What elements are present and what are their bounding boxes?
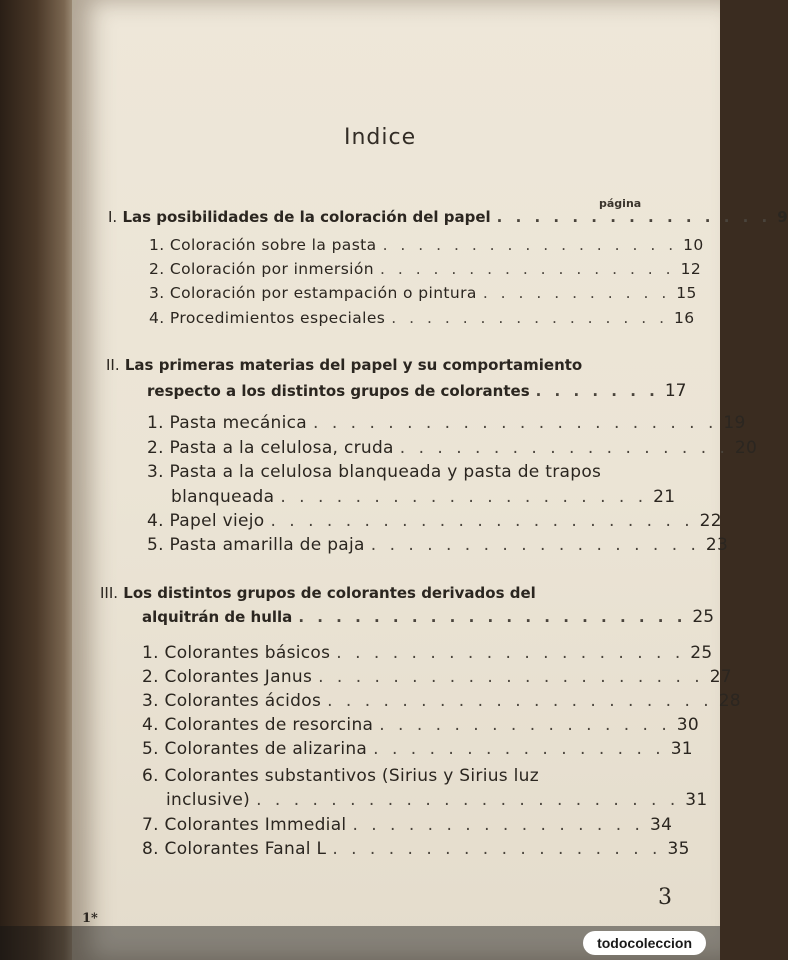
toc-entry: 2. Colorantes Janus . . . . . . . . . . . . . . . . . . . . . 27 (142, 667, 732, 687)
section-2-title: Las primeras materias del papel y su comportamiento (124, 356, 583, 374)
toc-entry-line1: 3. Pasta a la celulosa blanqueada y pasta de trapos (147, 462, 602, 482)
toc-entry: 3. Colorantes ácidos . . . . . . . . . . . . . . . . . . . . . 28 (142, 691, 741, 711)
book-page (72, 0, 788, 960)
toc-section-3-line2: alquitrán de hulla . . . . . . . . . . . . . . . . . . . . . 25 (142, 607, 715, 627)
toc-section-2-line1 (106, 356, 582, 374)
watermark-bar (0, 926, 720, 960)
toc-entry-line2: blanqueada . . . . . . . . . . . . . . . . . . . . 21 (171, 487, 676, 507)
toc-entry: 4. Colorantes de resorcina . . . . . . . . . . . . . . . . 30 (142, 715, 700, 735)
toc-entry: 5. Pasta amarilla de paja . . . . . . . . . . . . . . . . . . 23 (147, 535, 729, 555)
toc-entry: 2. Coloración por inmersión . . . . . . . . . . . . . . . . . 12 (149, 260, 702, 278)
toc-entry: 7. Colorantes Immedial . . . . . . . . . . . . . . . . 34 (142, 815, 673, 835)
toc-section-1: I. Las posibilidades de la coloración del papel . . . . . . . . . . . . . . . 9 (108, 208, 788, 226)
printer-signature-mark: 1* (82, 911, 98, 926)
toc-entry: 2. Pasta a la celulosa, cruda . . . . . . . . . . . . . . . . . . 20 (147, 438, 758, 458)
toc-entry-line1: 6. Colorantes substantivos (Sirius y Sirius luz (142, 766, 539, 786)
toc-entry: 1. Pasta mecánica . . . . . . . . . . . . . . . . . . . . . . 19 (147, 413, 746, 433)
toc-entry: 1. Colorantes básicos . . . . . . . . . . . . . . . . . . . 25 (142, 643, 713, 663)
toc-entry: 3. Coloración por estampación o pintura . . . . . . . . . . . 15 (149, 284, 697, 302)
section-1-title: Las posibilidades de la coloración del papel (122, 208, 491, 226)
toc-entry: 1. Coloración sobre la pasta . . . . . . . . . . . . . . . . . 10 (149, 236, 704, 254)
toc-entry: 4. Procedimientos especiales . . . . . . . . . . . . . . . . 16 (149, 309, 695, 327)
page-number: 3 (658, 885, 672, 910)
section-1-roman: I. (108, 208, 118, 226)
index-heading: Indice (344, 125, 417, 150)
pagina-column-label: página (599, 197, 642, 210)
toc-section-3-line1 (100, 584, 536, 602)
toc-entry: 8. Colorantes Fanal L . . . . . . . . . . . . . . . . . . 35 (142, 839, 690, 859)
watermark-logo: todocoleccion (583, 931, 706, 955)
section-1-page: 9 (777, 208, 788, 226)
toc-entry: 5. Colorantes de alizarina . . . . . . . . . . . . . . . . 31 (142, 739, 693, 759)
book-spine-shadow (0, 0, 80, 960)
section-3-roman: III. (100, 584, 119, 602)
toc-entry-line2: inclusive) . . . . . . . . . . . . . . . . . . . . . . . 31 (166, 790, 708, 810)
section-2-roman: II. (106, 356, 120, 374)
toc-section-2-line2: respecto a los distintos grupos de colorantes . . . . . . . 17 (147, 381, 687, 401)
section-3-title: Los distintos grupos de colorantes derivados del (123, 584, 536, 602)
toc-entry: 4. Papel viejo . . . . . . . . . . . . . . . . . . . . . . . 22 (147, 511, 722, 531)
